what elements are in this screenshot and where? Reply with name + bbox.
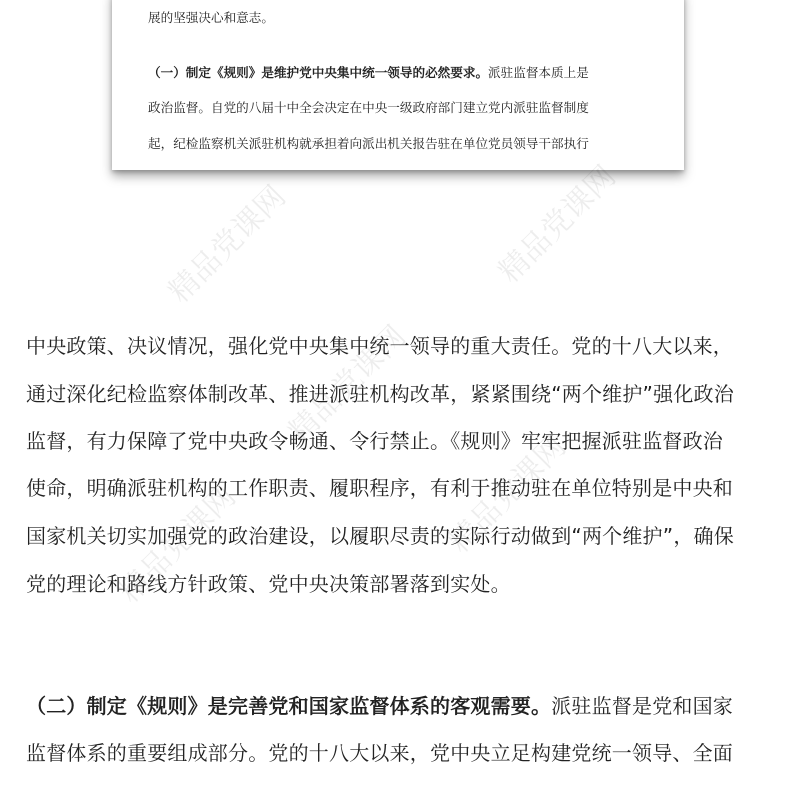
paragraph-line: 中央政策、决议情况，强化党中央集中统一领导的重大责任。党的十八大以来，	[26, 334, 733, 358]
paragraph-line: 通过深化纪检监察体制改革、推进派驻机构改革，紧紧围绕“两个维护”强化政治	[26, 382, 734, 406]
paragraph-line: 展的坚强决心和意志。	[148, 10, 274, 25]
document-page-preview	[112, 0, 684, 170]
section-heading-2	[26, 693, 733, 719]
paragraph-line: 起，纪检监察机关派驻机构就承担着向派出机关报告驻在单位党员领导干部执行	[148, 136, 589, 151]
watermark: 精品党课网	[442, 429, 573, 560]
heading-bold: （一）制定《规则》是维护党中央集中统一领导的必然要求。	[148, 65, 489, 80]
watermark: 精品党课网	[492, 159, 623, 290]
heading-bold: （二）制定《规则》是完善党和国家监督体系的客观需要。	[26, 694, 552, 718]
paragraph-line: 监督，有力保障了党中央政令畅通、令行禁止。《规则》牢牢把握派驻监督政治	[26, 429, 723, 453]
paragraph-line: 使命，明确派驻机构的工作职责、履职程序，有利于推动驻在单位特别是中央和	[26, 476, 733, 500]
paragraph-line: 国家机关切实加强党的政治建设，以履职尽责的实际行动做到“两个维护”，确保	[26, 524, 734, 548]
paragraph-line: 监督体系的重要组成部分。党的十八大以来，党中央立足构建党统一领导、全面	[26, 741, 733, 765]
heading-rest: 派驻监督是党和国家	[551, 694, 734, 718]
paragraph-line: 政治监督。自党的八届十中全会决定在中央一级政府部门建立党内派驻监督制度	[148, 100, 589, 115]
watermark: 精品党课网	[112, 479, 243, 610]
paragraph-line: 党的理论和路线方针政策、党中央决策部署落到实处。	[26, 572, 511, 596]
watermark: 精品党课网	[162, 179, 293, 310]
section-heading-1	[148, 65, 589, 81]
watermark: 精品党课网	[282, 319, 413, 450]
heading-rest: 派驻监督本质上是	[488, 65, 589, 80]
